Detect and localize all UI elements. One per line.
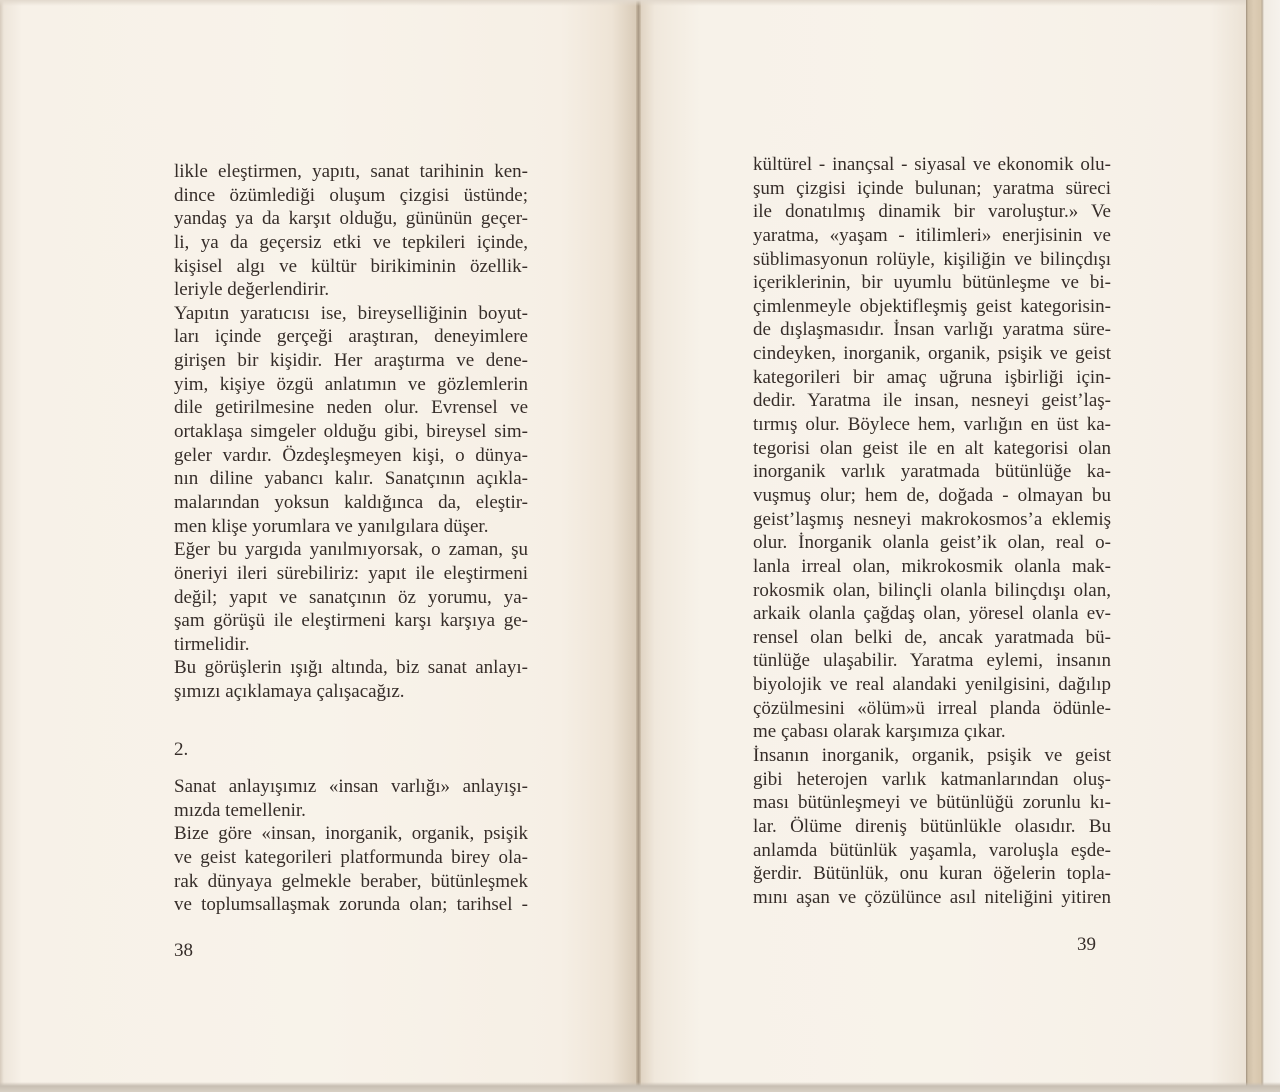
text-line: değil; yapıt ve sanatçının öz yorumu, ya-: [174, 586, 528, 608]
right-page-text: [753, 153, 1111, 910]
text-line: girişen bir kişidir. Her araştırma ve dene-: [174, 350, 528, 372]
left-page-text-upper: [174, 160, 528, 704]
text-line: vuşmuş olur; hem de, doğada - olmayan bu: [753, 484, 1111, 506]
text-line: şam görüşü ile eleştirmeni karşı karşıya ge-: [174, 610, 528, 632]
text-line: rokosmik olan, bilinçli olanla bilinçdışı olan,: [753, 579, 1111, 601]
text-line: rak dünyaya gelmekle beraber, bütünleşmek: [174, 870, 528, 892]
text-line: şum çizgisi içinde bulunan; yaratma süreci: [753, 177, 1111, 199]
text-line: likle eleştirmen, yapıtı, sanat tarihinin ken-: [174, 161, 528, 182]
text-line: dedir. Yaratma ile insan, nesneyi geist’laş-: [753, 390, 1111, 412]
text-line: lanla irreal olan, mikrokosmik olanla mak-: [753, 555, 1111, 577]
text-line: çimlenmeyle objektifleşmiş geist kategorisin-: [753, 295, 1111, 317]
text-line: süblimasyonun rolüyle, kişiliğin ve bilinçdışı: [753, 248, 1111, 270]
text-line: tirmelidir.: [174, 633, 250, 655]
page-number-left: 38: [174, 940, 193, 961]
text-line: tegorisi olan geist ile en alt kategorisi olan: [753, 437, 1111, 459]
section-heading: 2.: [174, 739, 189, 760]
text-line: Bu görüşlerin ışığı altında, biz sanat anlayı-: [174, 657, 528, 679]
text-line: çözülmesini «ölüm»ü irreal planda ödünle-: [753, 697, 1111, 719]
text-line: geist’laşmış nesneyi makrokosmos’a eklemiş: [753, 508, 1111, 530]
text-line: geler vardır. Özdeşleşmeyen kişi, o dünya-: [174, 444, 528, 466]
text-line: tırmış olur. Böylece hem, varlığın en üst ka-: [753, 414, 1111, 436]
text-line: cindeyken, inorganik, organik, psişik ve geist: [753, 343, 1111, 365]
text-line: gibi heterojen varlık katmanlarından oluş-: [753, 768, 1111, 790]
text-line: yim, kişiye özgü anlatımın ve gözlemlerin: [174, 373, 528, 395]
text-line: kişisel algı ve kültür birikiminin özellik-: [174, 255, 528, 277]
text-line: anlamda bütünlük yaşamla, varoluşla eşde-: [753, 839, 1111, 861]
text-line: ile donatılmış dinamik bir varoluştur.» Ve: [753, 201, 1111, 223]
text-line: ğerdir. Bütünlük, onu kuran öğelerin topla-: [753, 863, 1111, 885]
text-line: ve toplumsallaşmak zorunda olan; tarihsel -: [174, 894, 528, 916]
text-line: şımızı açıklamaya çalışacağız.: [174, 681, 405, 703]
text-line: yandaş ya da karşıt olduğu, gününün geçer-: [174, 208, 528, 230]
text-line: ları içinde gerçeği araştıran, deneyimlere: [174, 326, 528, 348]
text-line: lar. Ölüme direniş bütünlükle olasıdır. Bu: [753, 815, 1111, 837]
text-line: Sanat anlayışımız «insan varlığı» anlayışı-: [174, 776, 528, 797]
text-line: öneriyi ileri sürebiliriz: yapıt ile eleştirmeni: [174, 562, 528, 584]
text-line: nın diline yabancı kalır. Sanatçının açıkla-: [174, 468, 528, 490]
page-top-edge: [0, 0, 1246, 6]
text-line: dile getirilmesine neden olur. Evrensel ve: [174, 397, 528, 419]
text-line: yaratma, «yaşam - itilimleri» enerjisinin ve: [753, 224, 1111, 246]
text-line: tünlüğe ulaşabilir. Yaratma eylemi, insanın: [753, 650, 1111, 672]
text-line: malarından yoksun kaldığınca da, eleştir-: [174, 491, 528, 513]
text-line: me çabası olarak karşımıza çıkar.: [753, 721, 1006, 743]
text-line: de dışlaşmasıdır. İnsan varlığı yaratma süre-: [753, 319, 1111, 341]
text-line: olur. İnorganik olanla geist’ik olan, real o-: [753, 532, 1111, 554]
text-line: ması bütünleşmeyi ve bütünlüğü zorunlu kı-: [753, 792, 1111, 814]
text-line: Eğer bu yargıda yanılmıyorsak, o zaman, şu: [174, 539, 528, 561]
page-bottom-edge: [0, 1082, 1280, 1092]
text-line: li, ya da geçersiz etki ve tepkileri içinde,: [174, 231, 528, 253]
text-line: kategorileri bir amaç uğruna işbirliği için-: [753, 366, 1111, 388]
text-line: arkaik olanla çağdaş olan, yöresel olanla ev-: [753, 603, 1111, 625]
text-line: dince özümlediği oluşum çizgisi üstünde;: [174, 184, 528, 206]
text-line: men klişe yorumlara ve yanılgılara düşer.: [174, 515, 489, 537]
text-line: inorganik varlık yaratmada bütünlüğe ka-: [753, 461, 1111, 483]
text-line: rensel olan belki de, ancak yaratmada bü-: [753, 626, 1111, 648]
text-line: İnsanın inorganik, organik, psişik ve geist: [753, 745, 1111, 767]
text-line: ve geist kategorileri platformunda birey ola-: [174, 846, 528, 868]
text-line: biyolojik ve real alandaki yenilgisini, dağılıp: [753, 674, 1111, 696]
text-line: leriyle değerlendirir.: [174, 279, 330, 301]
text-line: kültürel - inançsal - siyasal ve ekonomik olu-: [753, 154, 1111, 175]
text-line: içeriklerinin, bir uyumlu bütünleşme ve bi-: [753, 272, 1111, 294]
page-number-right: 39: [1077, 934, 1096, 955]
text-line: Bize göre «insan, inorganik, organik, psişik: [174, 823, 528, 845]
book-cover-edge: [1246, 0, 1280, 1092]
text-line: mızda temellenir.: [174, 799, 306, 821]
text-line: Yapıtın yaratıcısı ise, bireyselliğinin boyut-: [174, 302, 528, 324]
text-line: ortaklaşa simgeler olduğu gibi, bireysel sim-: [174, 421, 528, 443]
left-page-text-lower: [174, 775, 528, 917]
text-line: mını aşan ve çözülünce asıl niteliğini yitiren: [753, 886, 1111, 908]
